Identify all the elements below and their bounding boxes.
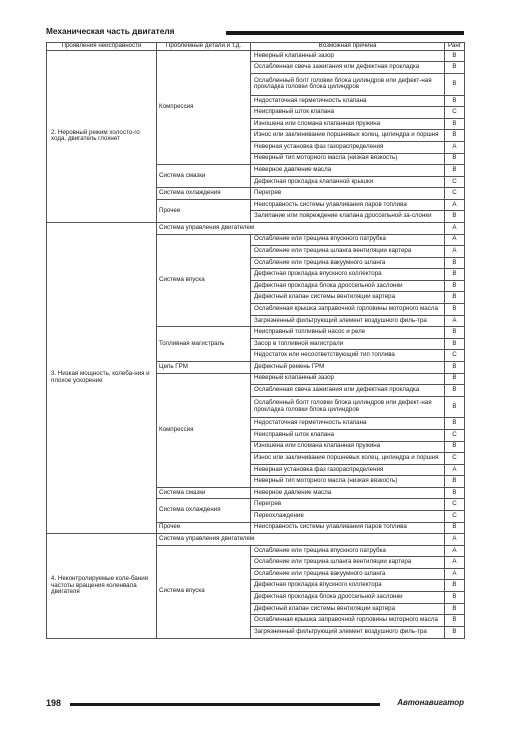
cause-cell: Износ или заклинивание поршневых колец, цилиндра и поршня <box>251 130 445 142</box>
symptom-cell: 4. Неконтролируемые коле-бания частоты вращения коленвала двигателя <box>47 534 157 639</box>
rank-cell: B <box>445 396 465 418</box>
cause-cell: Засор в топливной магистрали <box>251 338 445 350</box>
rank-cell: C <box>445 429 465 441</box>
part-cell: Система впуска <box>157 545 251 638</box>
rank-cell: B <box>445 73 465 95</box>
table-row <box>47 223 465 235</box>
cause-cell: Неверная установка фаз газораспределения <box>251 141 445 153</box>
table-header-row <box>47 43 465 51</box>
cause-cell: Перегрев <box>251 499 445 511</box>
part-cell: Система охлаждения <box>157 499 251 522</box>
cause-cell: Дефектный клапан системы вентиляции картера <box>251 603 445 615</box>
rank-cell: B <box>445 373 465 385</box>
cause-cell: Дефектная прокладка блока дроссельной заслонки <box>251 280 445 292</box>
cause-cell: Недостаточная герметичность клапана <box>251 95 445 107</box>
cause-cell: Неверный клапанный зазор <box>251 50 445 62</box>
cause-cell: Неисправность системы улавливания паров топлива <box>251 522 445 534</box>
cause-cell: Ослабленный болт головки блока цилиндров или дефект-ная прокладка головки блока цилиндров <box>251 73 445 95</box>
rank-cell: A <box>445 545 465 557</box>
page-header <box>46 26 464 40</box>
cause-cell: Дефектный клапан системы вентиляции картера <box>251 292 445 304</box>
cause-cell: Ослабление или трещина шланга вентиляции картера <box>251 557 445 569</box>
part-cell: Система управления двигателем <box>157 223 445 235</box>
rank-cell: B <box>445 62 465 74</box>
cause-cell: Недостаточная герметичность клапана <box>251 418 445 430</box>
cause-cell: Изношена или сломана клапанная пружина <box>251 118 445 130</box>
part-cell: Система впуска <box>157 234 251 327</box>
rank-cell: B <box>445 385 465 397</box>
cause-cell: Неверный тип моторного масла (низкая вязкость) <box>251 153 445 165</box>
cause-cell: Перегрев <box>251 188 445 200</box>
cause-cell: Ослабленная свеча зажигания или дефектная прокладка <box>251 385 445 397</box>
cause-cell: Ослабление или трещина шланга вентиляции картера <box>251 246 445 258</box>
column-header: Ранг <box>445 43 465 51</box>
rank-cell: B <box>445 165 465 177</box>
rank-cell: A <box>445 234 465 246</box>
rank-cell: B <box>445 338 465 350</box>
rank-cell: C <box>445 176 465 188</box>
part-cell: Прочее <box>157 199 251 222</box>
cause-cell: Дефектная прокладка клапанной крышки <box>251 176 445 188</box>
cause-cell: Переохлаждение <box>251 511 445 523</box>
rank-cell: A <box>445 223 465 235</box>
cause-cell: Неисправность системы улавливания паров топлива <box>251 199 445 211</box>
cause-cell: Загрязненный фильтрующий элемент воздушного филь-тра <box>251 626 445 638</box>
table-row <box>47 534 465 546</box>
rank-cell: B <box>445 603 465 615</box>
rank-cell: B <box>445 441 465 453</box>
symptom-cell: 2. Неровный режим холосто-го хода, двигатель глохнет <box>47 50 157 222</box>
cause-cell: Износ или заклинивание поршневых колец, цилиндра и поршня <box>251 453 445 465</box>
column-header: Проявления неисправности <box>47 43 157 51</box>
symptom-cell: 3. Низкая мощность, колеба-ния и плохое ускорение <box>47 223 157 534</box>
cause-cell: Ослабление или трещина вакуумного шланга <box>251 257 445 269</box>
rank-cell: B <box>445 592 465 604</box>
rank-cell: A <box>445 315 465 327</box>
rank-cell: B <box>445 487 465 499</box>
rank-cell: C <box>445 511 465 523</box>
rank-cell: B <box>445 130 465 142</box>
rank-cell: B <box>445 257 465 269</box>
rank-cell: B <box>445 153 465 165</box>
part-cell: Топливная магистраль <box>157 327 251 362</box>
rank-cell: B <box>445 292 465 304</box>
troubleshooting-table <box>46 42 465 639</box>
footer-rule <box>70 703 380 706</box>
cause-cell: Дефектная прокладка впускного коллектора <box>251 580 445 592</box>
rank-cell: B <box>445 476 465 488</box>
rank-cell: B <box>445 269 465 281</box>
rank-cell: A <box>445 141 465 153</box>
cause-cell: Неисправный шток клапана <box>251 429 445 441</box>
rank-cell: C <box>445 107 465 119</box>
cause-cell: Залипание или повреждение клапана дроссельной за-слонки <box>251 211 445 223</box>
rank-cell: B <box>445 327 465 339</box>
page-footer <box>46 698 464 712</box>
cause-cell: Дефектная прокладка блока дроссельной заслонки <box>251 592 445 604</box>
cause-cell: Дефектная прокладка впускного коллектора <box>251 269 445 281</box>
cause-cell: Изношена или сломана клапанная пружина <box>251 441 445 453</box>
column-header: Проблемные детали и т.д. <box>157 43 251 51</box>
page-title: Механическая часть двигателя <box>46 26 175 36</box>
rank-cell: B <box>445 211 465 223</box>
rank-cell: B <box>445 418 465 430</box>
page-number: 198 <box>46 698 62 708</box>
cause-cell: Неисправный топливный насос и реле <box>251 327 445 339</box>
cause-cell: Ослабленная крышка заправочной горловины моторного масла <box>251 615 445 627</box>
rank-cell: B <box>445 50 465 62</box>
cause-cell: Ослабленный болт головки блока цилиндров или дефект-ная прокладка головки блока цилиндров <box>251 396 445 418</box>
cause-cell: Дефектный ремень ГРМ <box>251 361 445 373</box>
part-cell: Система управления двигателем <box>157 534 445 546</box>
cause-cell: Неверная установка фаз газораспределения <box>251 464 445 476</box>
rank-cell: A <box>445 246 465 258</box>
cause-cell: Ослабленная свеча зажигания или дефектная прокладка <box>251 62 445 74</box>
table-body <box>47 50 465 638</box>
part-cell: Система смазки <box>157 165 251 188</box>
cause-cell: Ослабленная крышка заправочной горловины моторного масла <box>251 304 445 316</box>
rank-cell: A <box>445 568 465 580</box>
column-header: Возможная причина <box>251 43 445 51</box>
rank-cell: A <box>445 199 465 211</box>
part-cell: Система охлаждения <box>157 188 251 200</box>
part-cell: Цепь ГРМ <box>157 361 251 373</box>
rank-cell: B <box>445 626 465 638</box>
cause-cell: Неверный клапанный зазор <box>251 373 445 385</box>
part-cell: Компрессия <box>157 50 251 164</box>
cause-cell: Ослабление или трещина впускного патрубка <box>251 545 445 557</box>
cause-cell: Неверное давление масла <box>251 487 445 499</box>
table-row <box>47 50 465 62</box>
cause-cell: Ослабление или трещина впускного патрубка <box>251 234 445 246</box>
cause-cell: Неверное давление масла <box>251 165 445 177</box>
cause-cell: Неверный тип моторного масла (низкая вязкость) <box>251 476 445 488</box>
part-cell: Компрессия <box>157 373 251 487</box>
rank-cell: C <box>445 350 465 362</box>
rank-cell: B <box>445 522 465 534</box>
part-cell: Прочее <box>157 522 251 534</box>
rank-cell: B <box>445 95 465 107</box>
cause-cell: Ослабление или трещина вакуумного шланга <box>251 568 445 580</box>
rank-cell: A <box>445 534 465 546</box>
cause-cell: Неисправный шток клапана <box>251 107 445 119</box>
cause-cell: Недостаток или несоответствующий тип топлива <box>251 350 445 362</box>
rank-cell: B <box>445 280 465 292</box>
cause-cell: Загрязненный фильтрующий элемент воздушного филь-тра <box>251 315 445 327</box>
rank-cell: B <box>445 580 465 592</box>
rank-cell: B <box>445 615 465 627</box>
rank-cell: C <box>445 453 465 465</box>
rank-cell: C <box>445 188 465 200</box>
rank-cell: B <box>445 361 465 373</box>
rank-cell: A <box>445 557 465 569</box>
rank-cell: B <box>445 304 465 316</box>
part-cell: Система смазки <box>157 487 251 499</box>
header-rule <box>226 31 464 35</box>
rank-cell: C <box>445 499 465 511</box>
rank-cell: A <box>445 464 465 476</box>
rank-cell: B <box>445 118 465 130</box>
publisher-name: Автонавигатор <box>397 698 464 707</box>
